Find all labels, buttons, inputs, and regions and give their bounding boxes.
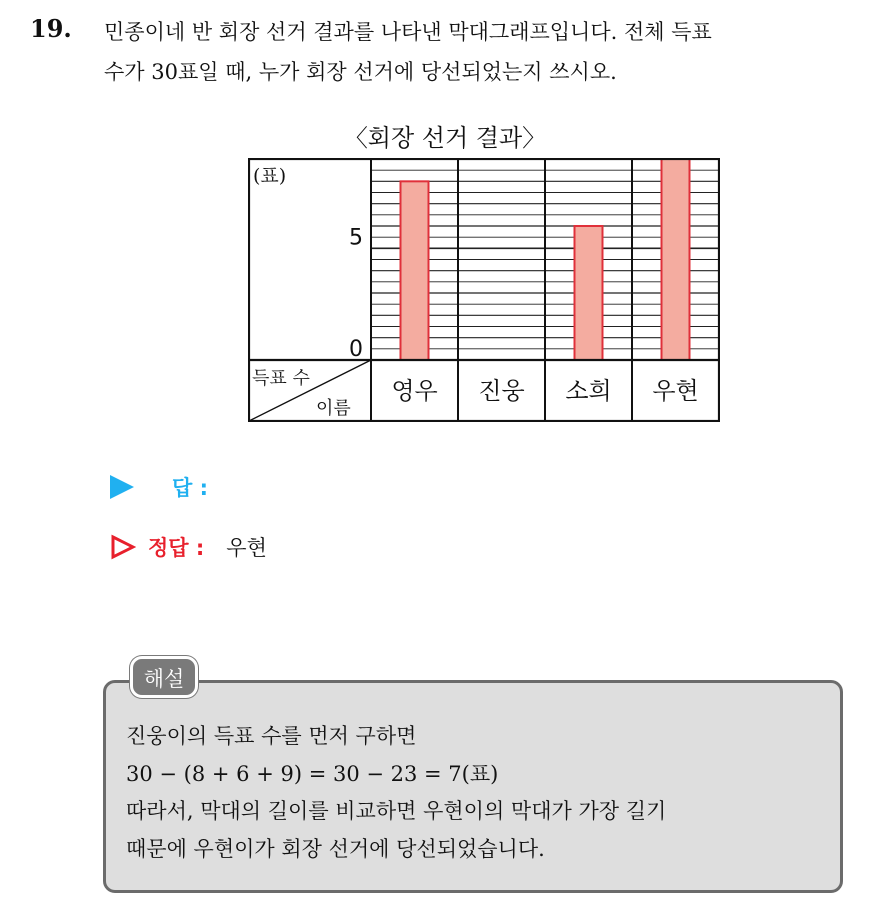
x-category-label: 진웅 <box>478 377 525 405</box>
explanation-line: 때문에 우현이가 회장 선거에 당선되었습니다. <box>126 837 545 861</box>
question-text-line-1: 민종이네 반 회장 선거 결과를 나타낸 막대그래프입니다. 전체 득표 <box>104 20 712 44</box>
corner-label-votes: 득표 수 <box>252 368 310 389</box>
x-category-label: 소희 <box>565 377 612 405</box>
bar-영우 <box>401 181 429 360</box>
x-category-label: 우현 <box>652 377 699 405</box>
explanation-tab: 해설 <box>130 656 198 698</box>
chart-title: 〈회장 선거 결과〉 <box>343 124 547 152</box>
bar-소희 <box>575 226 603 360</box>
question-number: 19. <box>30 14 72 43</box>
bar-우현 <box>662 159 690 360</box>
correct-answer-row <box>110 532 267 562</box>
answer-label: 답 : <box>172 476 208 500</box>
question-text-line-2: 수가 30표일 때, 누가 회장 선거에 당선되었는지 쓰시오. <box>104 60 617 84</box>
outline-arrow-icon <box>110 534 136 560</box>
y-tick-label: 5 <box>349 225 363 251</box>
play-arrow-icon <box>110 475 134 499</box>
correct-answer-value: 우현 <box>226 536 267 560</box>
y-tick-label: 0 <box>349 337 363 362</box>
bar-chart <box>248 158 720 422</box>
x-category-label: 영우 <box>391 377 438 405</box>
corner-label-names: 이름 <box>316 398 351 419</box>
answer-row <box>110 472 208 502</box>
explanation-line: 진웅이의 득표 수를 먼저 구하면 <box>126 724 417 748</box>
y-tick-labels <box>349 225 363 362</box>
correct-answer-label: 정답 : <box>148 536 205 560</box>
explanation-line: 30 − (8 + 6 + 9) = 30 − 23 = 7(표) <box>126 762 499 786</box>
explanation-line: 따라서, 막대의 길이를 비교하면 우현이의 막대가 가장 길기 <box>126 799 667 823</box>
y-axis-unit-label: (표) <box>253 165 287 187</box>
